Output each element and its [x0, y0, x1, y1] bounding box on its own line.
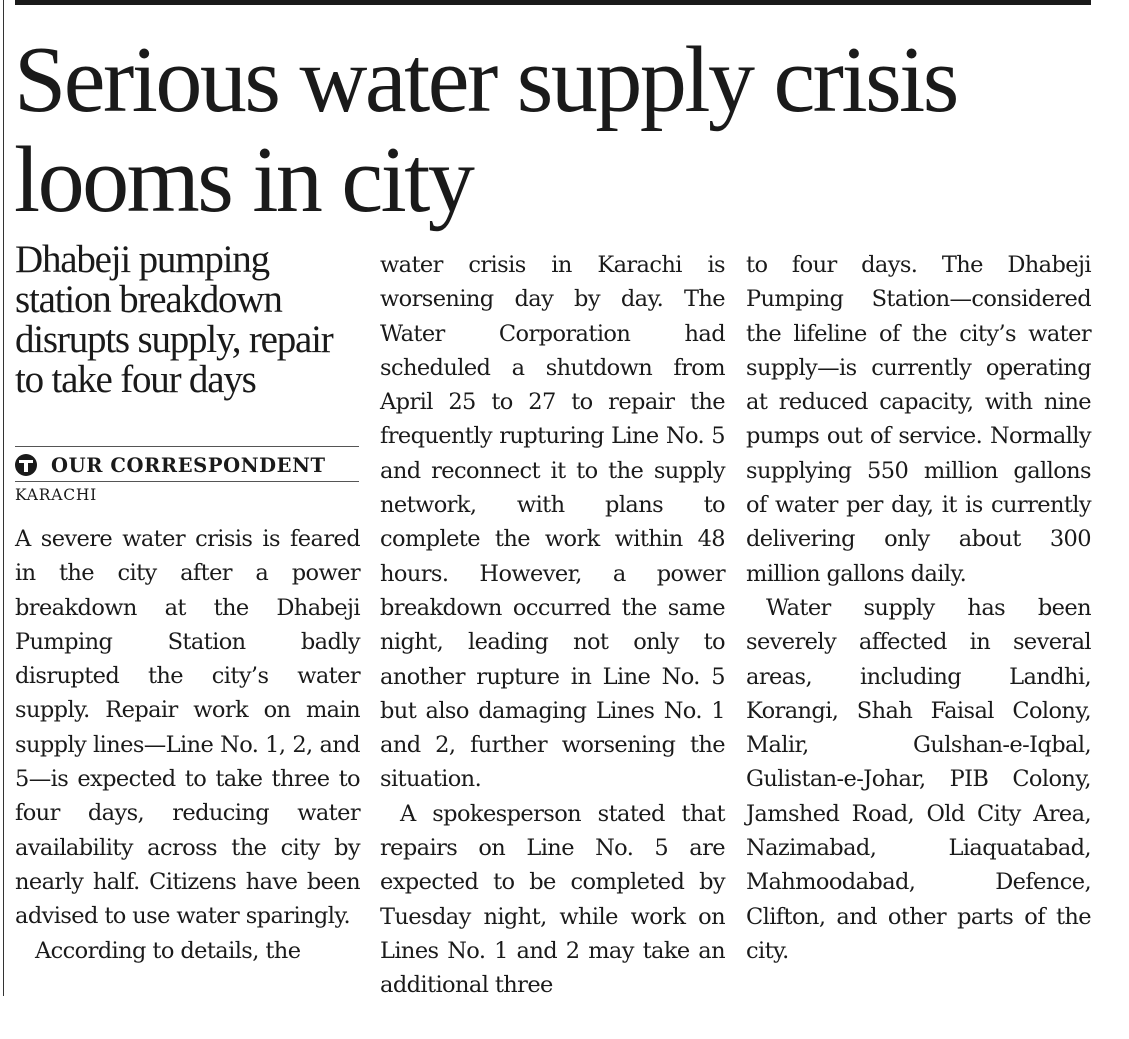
- byline-top-rule: [15, 446, 359, 447]
- paragraph: Water supply has been severely affected in several areas, including Landhi, Korangi, Shah Faisal Colony, Malir, Gulshan-e-Iqbal, Gulistan-e-Johar, PIB Colony, Jamshed Road, Old City Area, Nazimabad, Liaquatabad, Mahmoodabad, Defence, Clifton, and other parts of the city.: [746, 594, 1091, 964]
- left-column-rule: [3, 0, 4, 996]
- author-name: OUR CORRESPONDENT: [51, 453, 326, 477]
- paragraph: water crisis in Karachi is worsening day by day. The Water Corporation had scheduled a shutdown from April 25 to 27 to repair the frequently rupturing Line No. 5 and reconnect it to the supply network, with plans to complete the work within 48 hours. However, a power breakdown occurred the same night, leading not only to another rupture in Line No. 5 but also damaging Lines No. 1 and 2, further worsening the situation.: [380, 252, 725, 793]
- byline-block: [15, 446, 359, 506]
- body-column-2: [380, 248, 725, 1003]
- byline-bottom-rule: [15, 481, 359, 482]
- dateline: KARACHI: [15, 486, 98, 504]
- paragraph: A severe water crisis is feared in the city after a power breakdown at the Dhabeji Pumping Station badly disrupted the city’s water supply. Repair work on main supply lines—Line No. 1, 2, and 5—is expected to take three to four days, reducing water availability across the city by nearly half. Citizens have been advised to use water sparingly.: [15, 526, 360, 930]
- paragraph: According to details, the: [35, 937, 301, 964]
- body-column-1: [15, 522, 360, 968]
- top-rule: [15, 0, 1091, 5]
- paragraph: A spokesperson stated that repairs on Line No. 5 are expected to be completed by Tuesday night, while work on Lines No. 1 and 2 may take an additional three: [380, 800, 725, 999]
- byline: [15, 452, 326, 478]
- subheadline: Dhabeji pumping station breakdown disrupts supply, repair to take four days: [15, 238, 333, 401]
- paragraph: to four days. The Dhabeji Pumping Station—considered the lifeline of the city’s water supply—is currently operating at reduced capacity, with nine pumps out of service. Normally supplying 550 million gallons of water per day, it is currently delivering only about 300 million gallons daily.: [746, 252, 1091, 587]
- headline: Serious water supply crisis looms in city: [14, 28, 957, 232]
- newspaper-logo-icon: [15, 454, 37, 476]
- body-column-3: [746, 248, 1091, 968]
